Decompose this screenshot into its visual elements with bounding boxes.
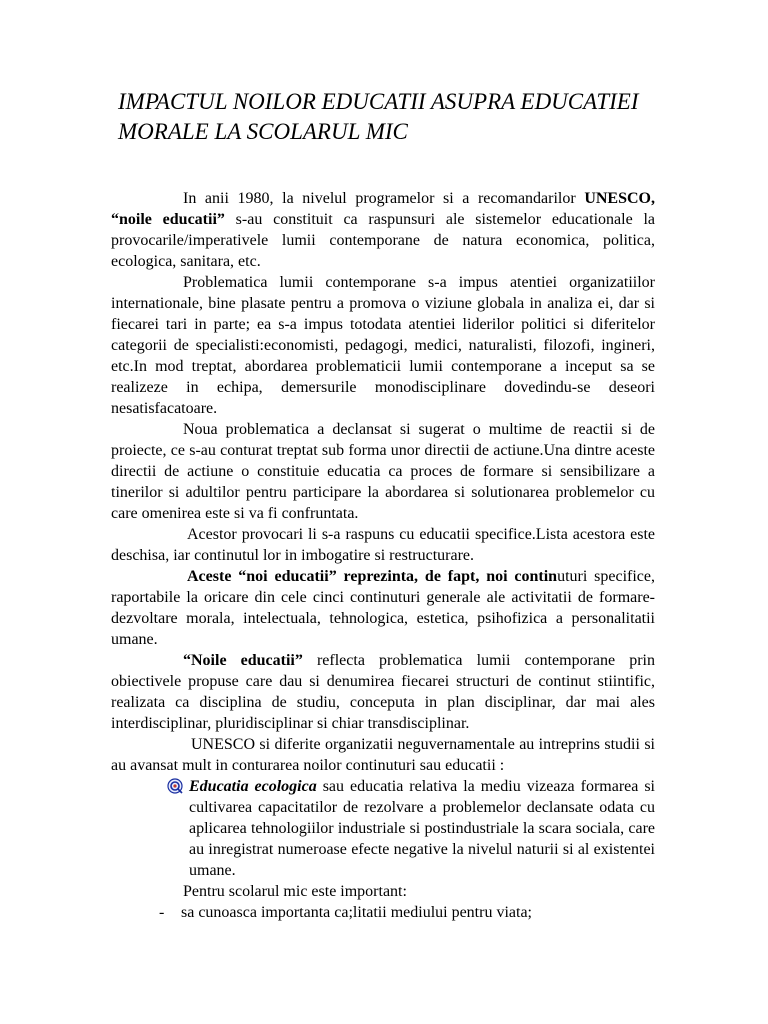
paragraph-5 [111, 566, 655, 650]
bullet-item [189, 776, 655, 881]
paragraph-6-rest: reflecta problematica lumii contemporane prin obiectivele propuse care dau si denumirea fiecarei structuri de continut stiintific, realizata ca disciplina de studiu, conceputa in plan disciplinar, dar mai ales interdisciplinar, pluridisciplinar si chiar transdisciplinar. [111, 652, 656, 732]
bullet-icon [167, 778, 183, 794]
paragraph-8: Pentru scolarul mic este important: [183, 883, 407, 900]
paragraph-1-rest: s-au constituit ca raspunsuri ale sistemelor educationale la provocarile/imperativele lumii contemporane de natura economica, politica, ecologica, sanitara, etc. [111, 211, 656, 270]
title-line-2: MORALE LA SCOLARUL MIC [118, 119, 408, 144]
dash-item [111, 902, 655, 923]
bullet-term: Educatia ecologica [189, 778, 317, 795]
paragraph-1-lead: In anii 1980, la nivelul programelor si a recomandarilor [183, 190, 585, 207]
paragraph-5-bold: Aceste “noi educatii” reprezinta, de fapt, noi contin [187, 568, 558, 585]
paragraph-4: Acestor provocari li s-a raspuns cu educatii specifice.Lista acestora este deschisa, iar continutul lor in imbogatire si restructurare. [111, 526, 655, 564]
paragraph-7: UNESCO si diferite organizatii neguvernamentale au intreprins studii si au avansat mult in conturarea noilor continuturi sau educatii : [111, 736, 655, 774]
dash-marker: - [159, 904, 165, 921]
title-line-1: IMPACTUL NOILOR EDUCATII ASUPRA EDUCATIEI [118, 89, 639, 114]
bullet-text: sau educatia relativa la mediu vizeaza formarea si cultivarea capacitatilor de rezolvare a problemelor declansate odata cu aplicarea tehnologiilor industriale si postindustriale la scara sociala, care au inregistrat numeroase efecte negative la nivelul naturii si al existentei umane. [189, 778, 655, 879]
paragraph-1-bold: UNESCO, “noile educatii” [111, 190, 655, 228]
dash-item-text: sa cunoasca importanta ca;litatii mediului pentru viata; [181, 904, 532, 921]
document-body [111, 188, 655, 923]
paragraph-6-bold: “Noile educatii” [183, 652, 303, 669]
paragraph-5-rest: uturi specifice, raportabile la oricare din cele cinci continuturi generale ale activitatii de formare-dezvoltare morala, intelectuala, tehnologica, estetica, psihofizica a personalitatii umane. [111, 568, 655, 648]
document-title [118, 87, 678, 147]
paragraph-6 [111, 650, 655, 734]
paragraph-3: Noua problematica a declansat si sugerat o multime de reactii si de proiecte, ce s-au conturat treptat sub forma unor directii de actiune.Una dintre aceste directii de actiune o constituie educatia ca proces de formare si sensibilizare a tinerilor si adultilor pentru participare la abordarea si solutionarea problemelor cu care omenirea este si va fi confruntata. [111, 421, 655, 522]
paragraph-2: Problematica lumii contemporane s-a impus atentiei organizatiilor internationale, bine plasate pentru a promova o viziune globala in analiza ei, dar si fiecarei tari in parte; ea s-a impus totodata atentiei liderilor politici si diferitelor categorii de specialisti:economisti, pedagogi, medici, naturalisti, filozofi, ingineri, etc.In mod treptat, abordarea problematicii lumii contemporane a inceput sa se realizeze in echipa, demersurile monodisciplinare dovedindu-se deseori nesatisfacatoare. [111, 274, 655, 417]
paragraph-1 [111, 188, 655, 272]
